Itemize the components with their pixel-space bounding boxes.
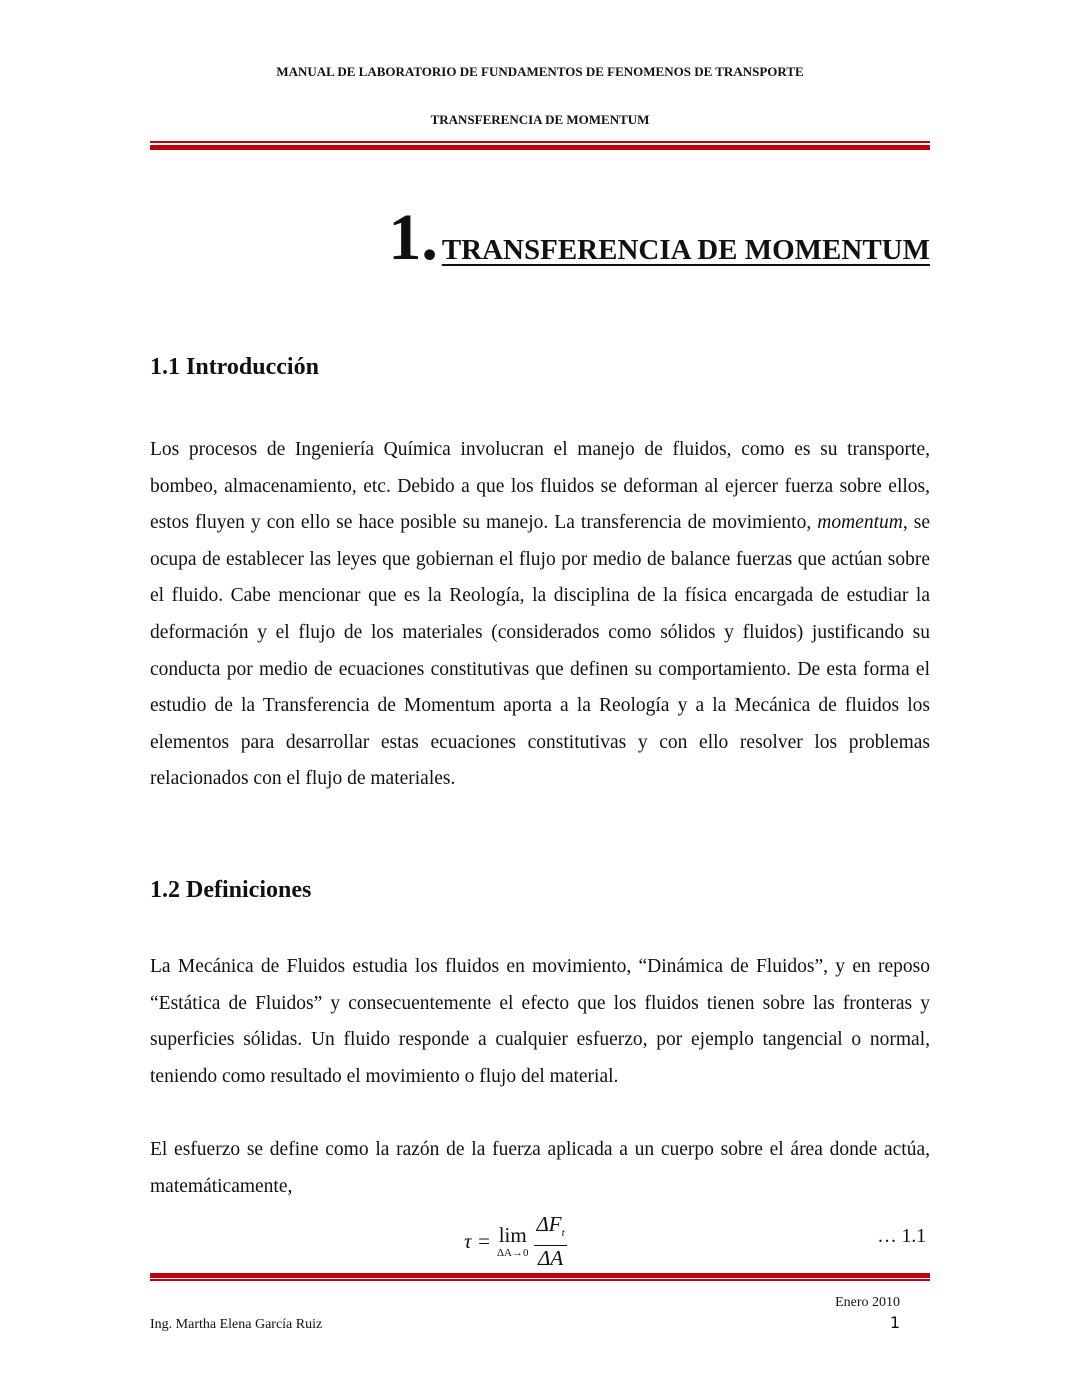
footer-rule-thick <box>150 1273 930 1278</box>
eq-lim-sub: ΔA→0 <box>496 1247 529 1260</box>
chapter-title <box>388 201 930 274</box>
footer-rule-thin <box>150 1279 930 1281</box>
italic-term: momentum <box>817 512 903 534</box>
paragraph-introduccion <box>150 432 930 798</box>
chapter-dot: . <box>421 201 438 274</box>
header-rule-thin <box>150 141 930 143</box>
chapter-number: 1 <box>388 201 422 274</box>
eq-limit <box>497 1223 529 1259</box>
paragraph-definiciones-2: El esfuerzo se define como la razón de la fuerza aplicada a un cuerpo sobre el área donde actúa, matemáticamente, <box>150 1139 930 1197</box>
eq-denominator: ΔA <box>538 1246 564 1271</box>
equation-1-1 <box>464 1212 567 1270</box>
eq-fraction <box>534 1212 566 1270</box>
header-rule-thick <box>150 145 930 150</box>
eq-numerator-sub: t <box>561 1227 565 1240</box>
paragraph-definiciones-1: La Mecánica de Fluidos estudia los fluidos en movimiento, “Dinámica de Fluidos”, y en reposo “Estática de Fluidos” y consecuentemente el efecto que los fluidos tienen sobre las fronteras y superficies sólidas. Un fluido responde a cualquier esfuerzo, por ejemplo tangencial o normal, teniendo como resultado el movimiento o flujo del material. <box>150 956 930 1087</box>
eq-numerator: ΔF <box>536 1212 562 1236</box>
section-heading-introduccion: 1.1 Introducción <box>150 354 319 380</box>
eq-lhs: τ = <box>464 1228 491 1253</box>
text: Los procesos de Ingeniería Química involucran el manejo de fluidos, como es su transporte, bombeo, almacenamiento, etc. Debido a que los fluidos se deforman al ejercer fuerza sobre ellos, estos fluyen y con ello se hace posible su manejo. La transferencia de movimiento, <box>150 439 930 534</box>
footer-date: Enero 2010 <box>835 1295 900 1310</box>
running-header-title: MANUAL DE LABORATORIO DE FUNDAMENTOS DE FENOMENOS DE TRANSPORTE <box>276 64 804 79</box>
equation-number: … 1.1 <box>877 1226 926 1247</box>
section-heading-definiciones: 1.2 Definiciones <box>150 877 312 903</box>
chapter-title-text: TRANSFERENCIA DE MOMENTUM <box>441 234 930 266</box>
page-number: 1 <box>889 1313 900 1332</box>
text: , se ocupa de establecer las leyes que gobiernan el flujo por medio de balance fuerzas que actúan sobre el fluido. Cabe mencionar que es la Reología, la disciplina de la física encargada de estudiar la deformación y el flujo de los materiales (considerados como sólidos y fluidos) justificando su conducta por medio de ecuaciones constitutivas que definen su comportamiento. De esta forma el estudio de la Transferencia de Momentum aporta a la Reología y a la Mecánica de fluidos los elementos para desarrollar estas ecuaciones constitutivas y con ello resolver los problemas relacionados con el flujo de materiales. <box>150 512 930 790</box>
running-header-subtitle: TRANSFERENCIA DE MOMENTUM <box>430 112 650 127</box>
footer-author: Ing. Martha Elena García Ruiz <box>150 1317 323 1332</box>
eq-lim: lim <box>498 1223 527 1248</box>
